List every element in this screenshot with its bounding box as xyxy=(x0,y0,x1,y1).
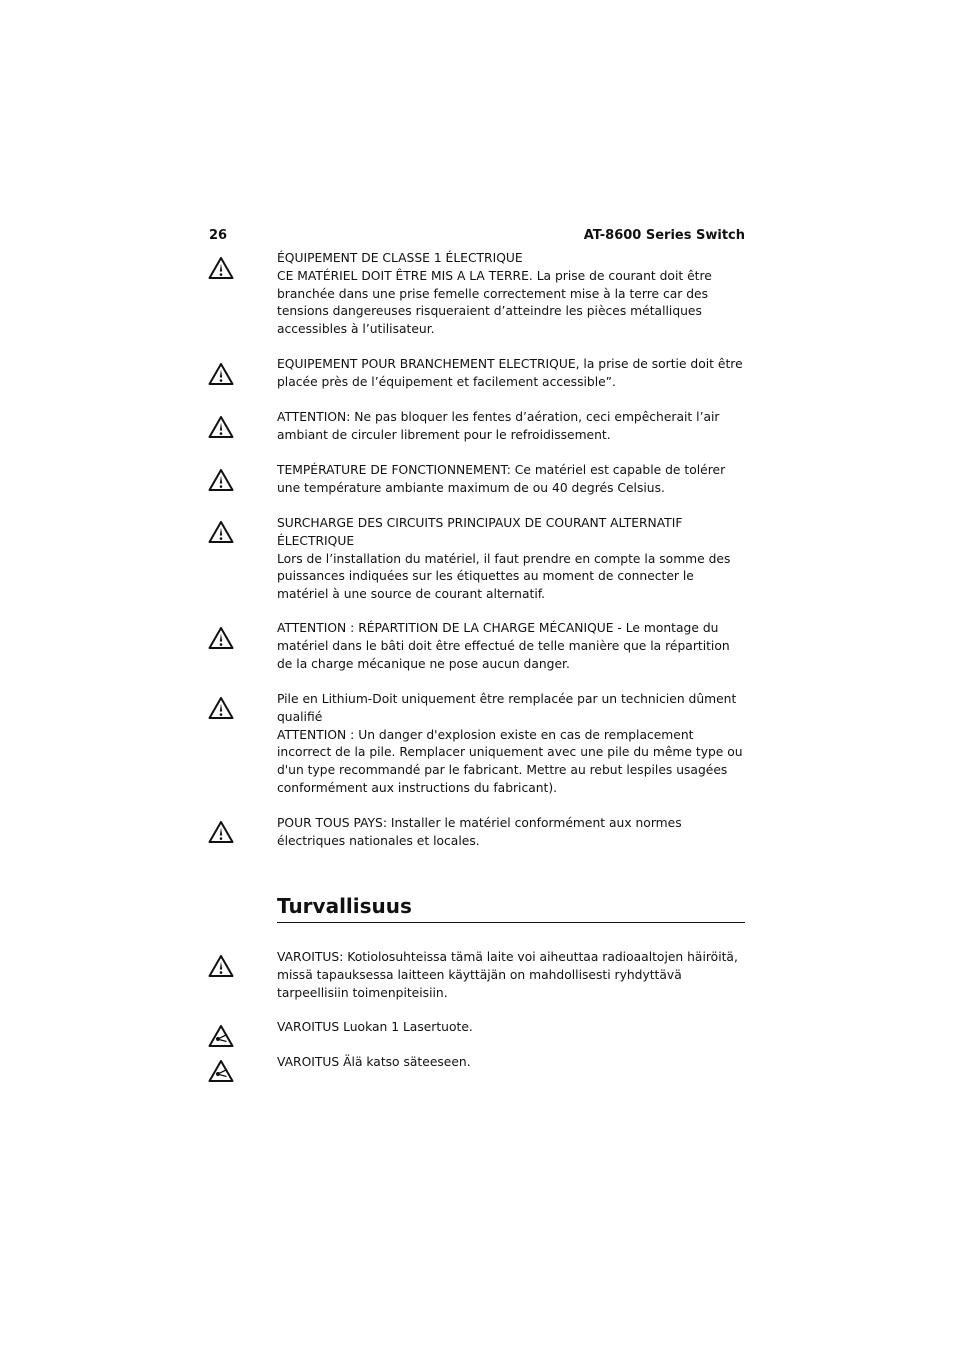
warning-line: TEMPÉRATURE DE FONCTIONNEMENT: Ce matériel est capable de tolérer une température ambiante maximum de ou 40 degrés Celsius. xyxy=(277,463,726,495)
section-heading-text: Turvallisuus xyxy=(277,894,412,918)
warning-mechanical-load-text xyxy=(277,620,745,673)
warning-line: VAROITUS Luokan 1 Lasertuote. xyxy=(277,1020,473,1034)
warning-line: ATTENTION : RÉPARTITION DE LA CHARGE MÉCANIQUE - Le montage du matériel dans le bâti doit être effectué de telle manière que la répartition de la charge mécanique ne pose aucun danger. xyxy=(277,621,730,671)
laser-class-text xyxy=(277,1019,745,1037)
warning-line: SURCHARGE DES CIRCUITS PRINCIPAUX DE COURANT ALTERNATIF ÉLECTRIQUE xyxy=(277,516,683,548)
warning-line: ÉQUIPEMENT DE CLASSE 1 ÉLECTRIQUE xyxy=(277,251,523,265)
warning-line: EQUIPEMENT POUR BRANCHEMENT ELECTRIQUE, la prise de sortie doit être placée près de l’équipement et facilement accessible”. xyxy=(277,357,743,389)
warning-triangle-icon xyxy=(208,468,234,492)
warning-triangle-icon xyxy=(208,696,234,720)
warning-line: ATTENTION : Un danger d'explosion existe en cas de remplacement incorrect de la pile. Remplacer uniquement avec une pile du même type ou d'un type recommandé par le fabricant. Mettre au rebut lespiles usagées conformément aux instructions du fabricant). xyxy=(277,727,743,795)
warning-line: VAROITUS: Kotiolosuhteissa tämä laite voi aiheuttaa radioaaltojen häiröitä, missä tapauksessa laitteen käyttäjän on mahdollisesti ryhdyttävä tarpeellisiin toimenpiteisiin. xyxy=(277,950,738,1000)
warning-class1-text xyxy=(277,250,745,339)
warning-triangle-icon xyxy=(208,954,234,978)
warning-temperature-text xyxy=(277,462,745,498)
warning-line: VAROITUS Älä katso säteeseen. xyxy=(277,1055,471,1069)
warning-ventilation-text xyxy=(277,409,745,445)
laser-warning-icon xyxy=(208,1059,234,1083)
warning-radio-interference-text xyxy=(277,949,745,1002)
warning-line: Pile en Lithium-Doit uniquement être remplacée par un technicien dûment qualifié xyxy=(277,692,737,724)
warning-line: ATTENTION: Ne pas bloquer les fentes d’aération, ceci empêcherait l’air ambiant de circuler librement pour le refroidissement. xyxy=(277,410,720,442)
warning-triangle-icon xyxy=(208,415,234,439)
warning-line: POUR TOUS PAYS: Installer le matériel conformément aux normes électriques nationales et locales. xyxy=(277,816,682,848)
warning-line: CE MATÉRIEL DOIT ÊTRE MIS A LA TERRE. La prise de courant doit être branchée dans une prise femelle correctement mise à la terre car des tensions dangereuses risqueraient d’atteindre les pièces métalliques accessibles à l’utilisateur. xyxy=(277,268,712,337)
warning-triangle-icon xyxy=(208,362,234,386)
warning-all-countries-text xyxy=(277,815,745,851)
warning-connection-text xyxy=(277,356,745,392)
warning-triangle-icon xyxy=(208,520,234,544)
warning-overload-text xyxy=(277,515,745,604)
laser-beam-text xyxy=(277,1054,745,1072)
warning-triangle-icon xyxy=(208,820,234,844)
page-number: 26 xyxy=(209,228,228,243)
warning-line: Lors de l’installation du matériel, il faut prendre en compte la somme des puissances indiquées sur les étiquettes au moment de connecter le matériel à une source de courant alternatif. xyxy=(277,551,731,602)
running-header-title: AT-8600 Series Switch xyxy=(583,228,745,243)
warning-lithium-text xyxy=(277,691,745,798)
warning-triangle-icon xyxy=(208,256,234,280)
section-heading xyxy=(277,893,745,923)
warning-triangle-icon xyxy=(208,626,234,650)
laser-warning-icon xyxy=(208,1024,234,1048)
